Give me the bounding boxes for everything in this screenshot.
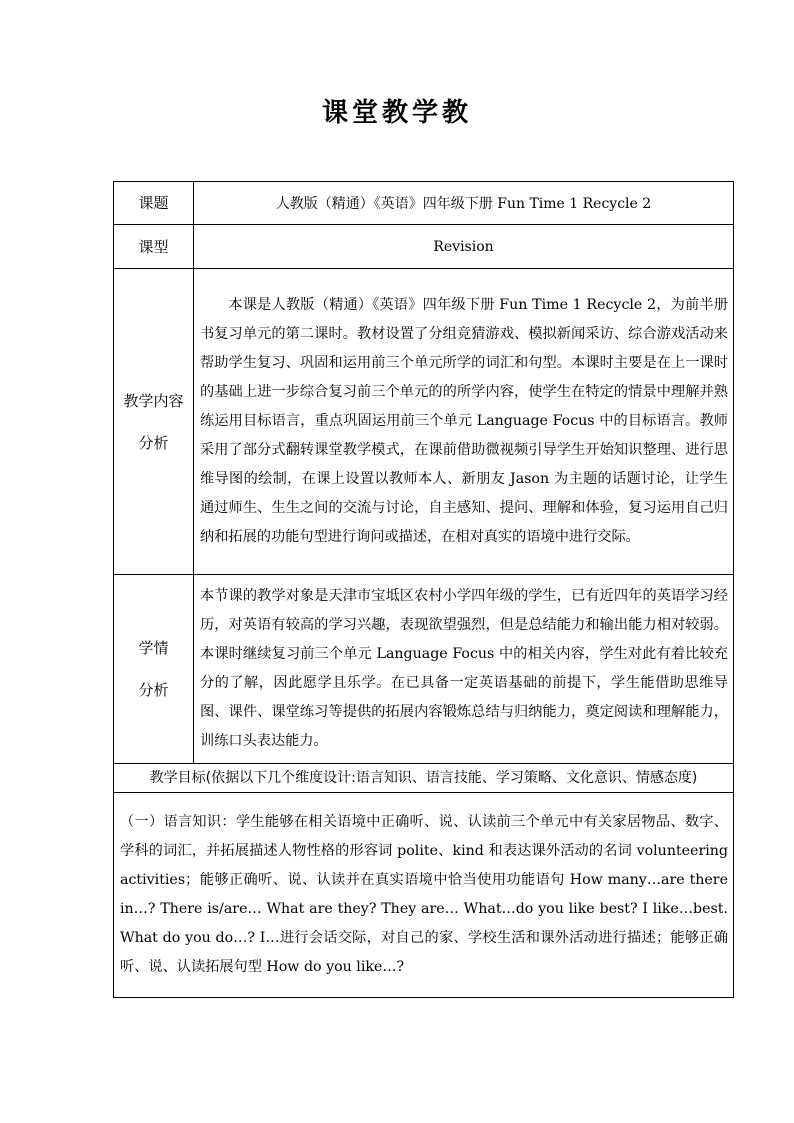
content-text: 本课是人教版（精通）《英语》四年级下册 Fun Time 1 Recycle 2，为前半册书复习单元的第二课时。教材设置了分组竞猜游戏、模拟新闻采访、综合游戏活动来帮助学生复习、巩固和运用前三个单元所学的词汇和句型。本课时主要是在上一课时的基础上进一步综合复习前三个单元的的所学内容，使学生在特定的情景中理解并熟练运用目标语言，重点巩固运用前三个单元 Language Focus 中的目标语言。教师采用了部分式翻转课堂教学模式，在课前借助微视频引导学生开始知识整理、进行思维导图的绘制，在课上设置以教师本人、新朋友 Jason 为主题的话题讨论，让学生通过师生、生生之间的交流与讨论，自主感知、提问、理解和体验，复习运用自己归纳和拓展的功能句型进行询问或描述，在相对真实的语境中进行交际。 [194, 269, 734, 575]
objectives-heading: 教学目标(依据以下几个维度设计:语言知识、语言技能、学习策略、文化意识、情感态度) [114, 764, 734, 793]
topic-row [114, 182, 734, 225]
type-row [114, 225, 734, 269]
type-value: Revision [194, 225, 734, 269]
topic-label: 课题 [114, 182, 194, 225]
topic-value: 人教版（精通）《英语》四年级下册 Fun Time 1 Recycle 2 [194, 182, 734, 225]
content-label-line1: 教学内容 [123, 391, 184, 410]
objectives-text: （一）语言知识：学生能够在相关语境中正确听、说、认读前三个单元中有关家居物品、数字、学科的词汇，并拓展描述人物性格的形容词 polite、kind 和表达课外活动的名词 volunteering activities；能够正确听、说、认读并在真实语境中恰当使用功能语句 How many…are there in…? There is/are… What are they? They are… What…do you like best? I like…best. What do you do…? I…进行会话交际，对自己的家、学校生活和课外活动进行描述；能够正确听、说、认读拓展句型 How do you like…? [114, 793, 734, 998]
learners-label-line1: 学情 [138, 639, 169, 657]
learners-row [114, 575, 734, 764]
objectives-body-row [114, 793, 734, 998]
document-title: 课堂教学教 [321, 98, 472, 128]
lesson-plan-table [113, 181, 734, 998]
learners-label-line2: 分析 [138, 681, 169, 699]
type-label: 课型 [114, 225, 194, 269]
learners-text: 本节课的教学对象是天津市宝坻区农村小学四年级的学生，已有近四年的英语学习经历，对英语有较高的学习兴趣，表现欲望强烈，但是总结能力和输出能力相对较弱。本课时继续复习前三个单元 Language Focus 中的相关内容，学生对此有着比较充分的了解，因此愿学且乐学。在已具备一定英语基础的前提下，学生能借助思维导图、课件、课堂练习等提供的拓展内容锻炼总结与归纳能力，奠定阅读和理解能力，训练口头表达能力。 [194, 575, 734, 764]
content-label [114, 269, 194, 575]
content-label-line2: 分析 [138, 433, 169, 452]
content-row [114, 269, 734, 575]
learners-label [114, 575, 194, 764]
objectives-heading-row [114, 764, 734, 793]
